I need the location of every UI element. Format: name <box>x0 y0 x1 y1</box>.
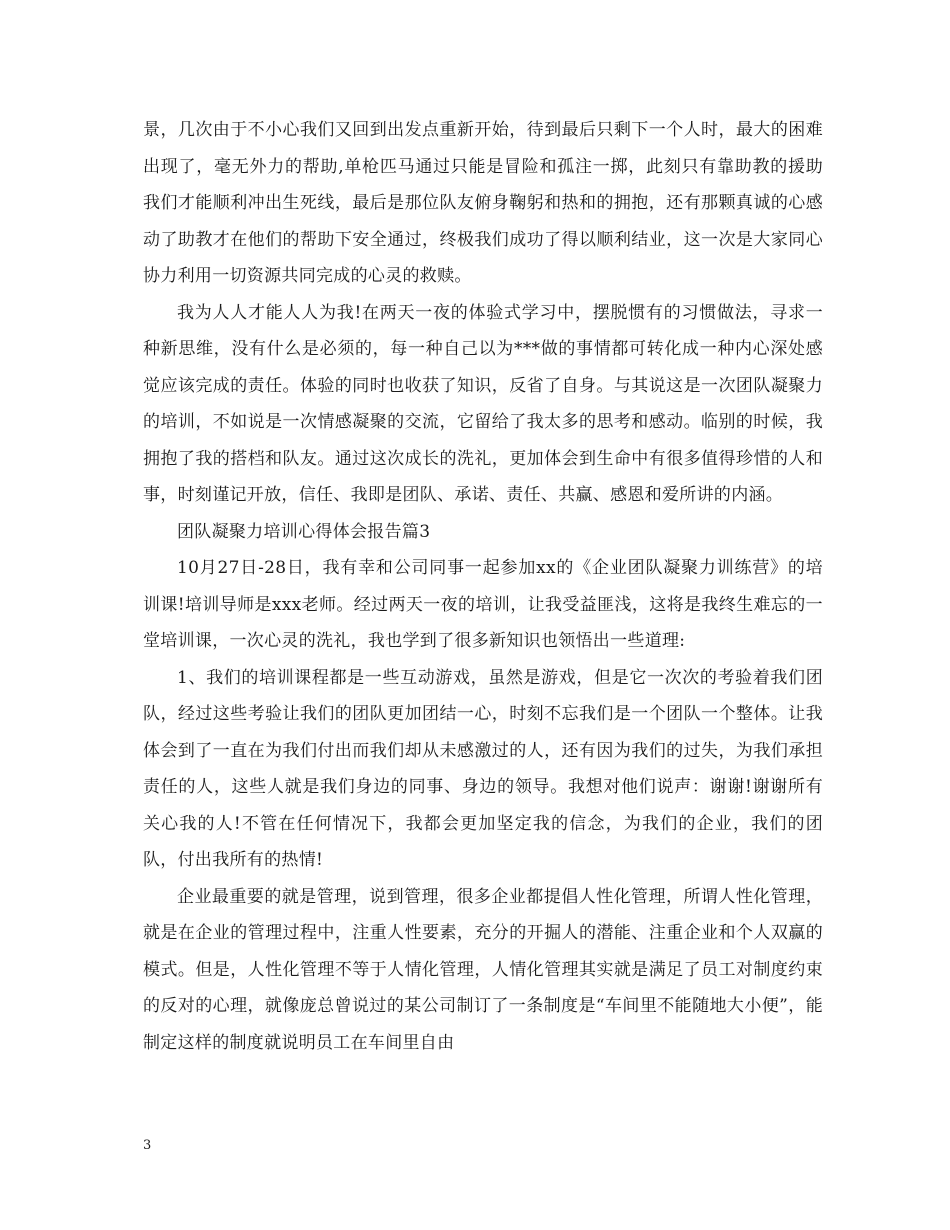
paragraph-4: 1、我们的培训课程都是一些互动游戏，虽然是游戏，但是它一次次的考验着我们团队，经过这些考验让我们的团队更加团结一心，时刻不忘我们是一个团队一个整体。让我体会到了一直在为我们付出而我们却从未感激过的人，还有因为我们的过失，为我们承担责任的人，这些人就是我们身边的同事、身边的领导。我想对他们说声：谢谢!谢谢所有关心我的人!不管在任何情况下，我都会更加坚定我的信念，为我们的企业，我们的团队，付出我所有的热情! <box>143 667 823 870</box>
section-heading: 团队凝聚力培训心得体会报告篇3 <box>177 521 431 542</box>
paragraph-5: 企业最重要的就是管理，说到管理，很多企业都提倡人性化管理，所谓人性化管理，就是在企业的管理过程中，注重人性要素，充分的开掘人的潜能、注重企业和个人双赢的模式。但是，人性化管理不等于人情化管理，人情化管理其实就是满足了员工对制度约束的反对的心理，就像庞总曾说过的某公司制订了一条制度是“车间里不能随地大小便”，能制定这样的制度就说明员工在车间里自由 <box>143 886 823 1053</box>
paragraph-2: 我为人人才能人人为我!在两天一夜的体验式学习中，摆脱惯有的习惯做法，寻求一种新思维，没有什么是必须的，每一种自己以为***做的事情都可转化成一种内心深处感觉应该完成的责任。体验的同时也收获了知识，反省了自身。与其说这是一次团队凝聚力的培训，不如说是一次情感凝聚的交流，它留给了我太多的思考和感动。临别的时候，我拥抱了我的搭档和队友。通过这次成长的洗礼，更加体会到生命中有很多值得珍惜的人和事，时刻谨记开放，信任、我即是团队、承诺、责任、共赢、感恩和爱所讲的内涵。 <box>143 302 823 505</box>
paragraph-1: 景，几次由于不小心我们又回到出发点重新开始，待到最后只剩下一个人时，最大的困难出现了，毫无外力的帮助,单枪匹马通过只能是冒险和孤注一掷，此刻只有靠助教的援助我们才能顺利冲出生死线，最后是那位队友俯身鞠躬和热和的拥抱，还有那颗真诚的心感动了助教才在他们的帮助下安全通过，终极我们成功了得以顺利结业，这一次是大家同心协力利用一切资源共同完成的心灵的救赎。 <box>143 120 823 286</box>
page-number: 3 <box>143 1138 152 1153</box>
document-body <box>143 112 823 1061</box>
paragraph-3: 10月27日-28日，我有幸和公司同事一起参加xx的《企业团队凝聚力训练营》的培训课!培训导师是xxx老师。经过两天一夜的培训，让我受益匪浅，这将是我终生难忘的一堂培训课，一次心灵的洗礼，我也学到了很多新知识也领悟出一些道理: <box>143 558 823 651</box>
